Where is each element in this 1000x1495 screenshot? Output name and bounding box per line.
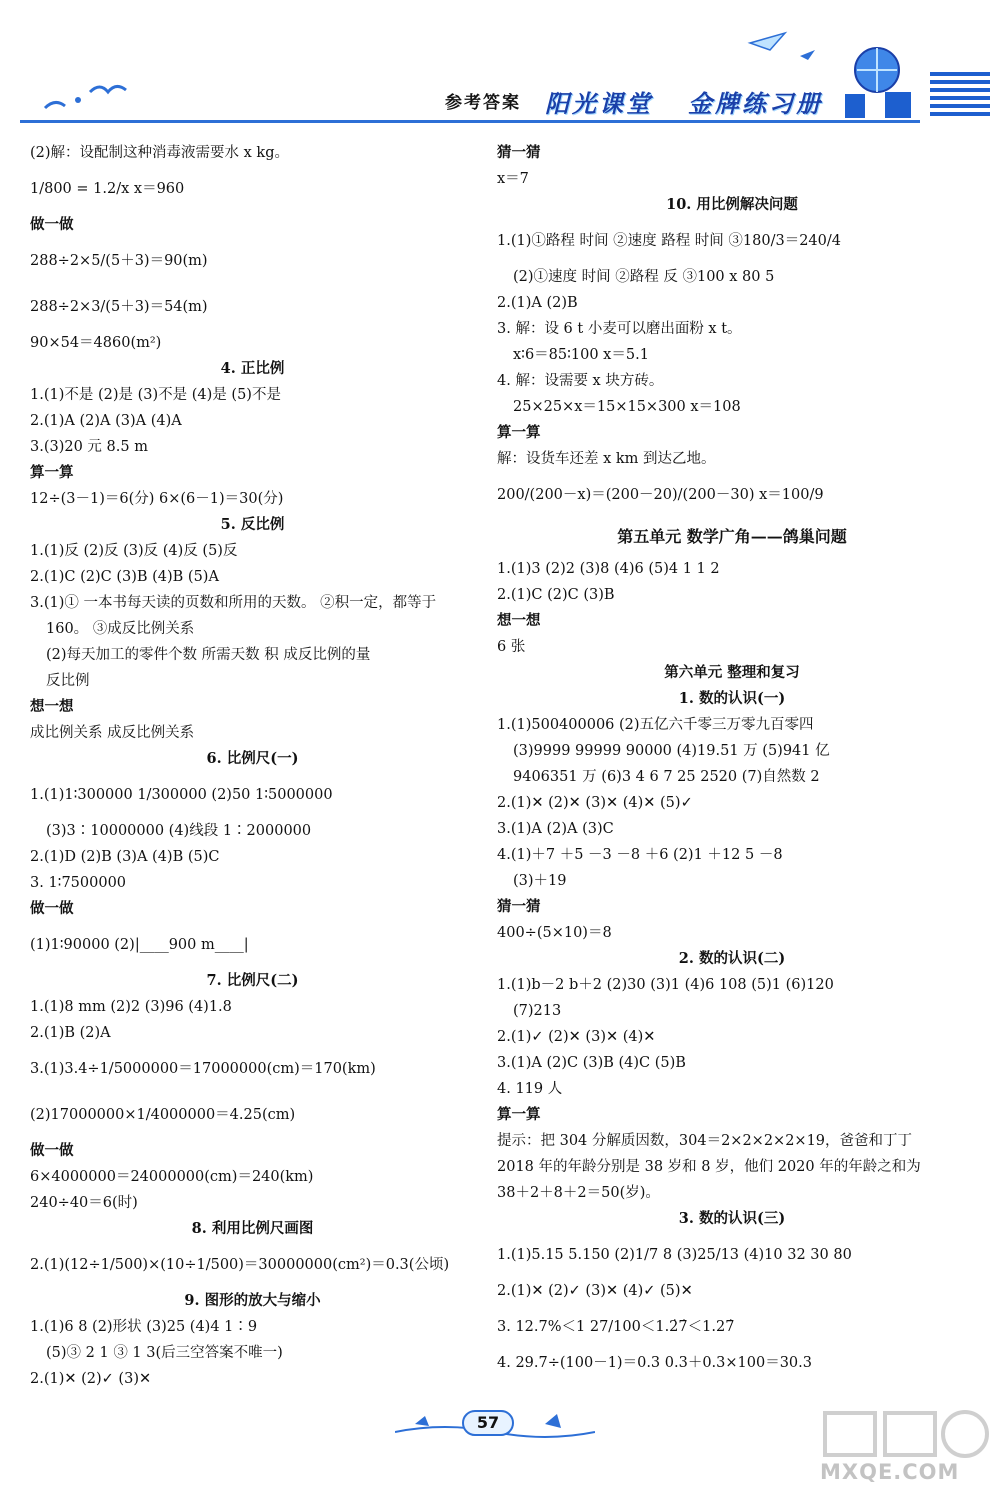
answer-line: 2.(1)✓ (2)✕ (3)✕ (4)✕	[497, 1029, 656, 1045]
answer-line: 1.(1)6 8 (2)形状 (3)25 (4)4 1∶9	[30, 1319, 258, 1335]
header-brand-part2: 金牌练习册	[688, 89, 823, 118]
answer-line: 提示：把 304 分解质因数，304＝2×2×2×2×19，爸爸和丁丁	[497, 1133, 913, 1149]
answer-line: 2018 年的年龄分别是 38 岁和 8 岁，他们 2020 年的年龄之和为	[497, 1159, 921, 1175]
header-brand-part1: 阳光课堂	[545, 89, 653, 118]
answer-line: 1/800 = 1.2/x x＝960	[30, 181, 185, 197]
answer-line: 4.(1)＋7 ＋5 －3 －8 ＋6 (2)1 ＋12 5 －8	[497, 847, 783, 863]
subsection-label: 想一想	[497, 612, 541, 629]
subsection-label: 算一算	[497, 1106, 541, 1123]
answer-column-right	[497, 140, 967, 1376]
watermark-logo-icon	[820, 1405, 995, 1460]
section-heading: 第六单元 整理和复习	[664, 664, 800, 681]
answer-line: 1.(1)3 (2)2 (3)8 (4)6 (5)4 1 1 2	[497, 561, 720, 577]
section-heading: 3. 数的认识(三)	[678, 1210, 786, 1227]
answer-line: 1.(1)500400006 (2)五亿六千零三万零九百零四	[497, 717, 814, 733]
answer-line: (1)1∶90000 (2)|____900 m____|	[30, 937, 249, 953]
answer-line: x∶6＝85∶100 x＝5.1	[513, 347, 649, 363]
answer-line: 1.(1)①路程 时间 ②速度 路程 时间 ③180/3＝240/4	[497, 233, 841, 249]
header-section-title: 参考答案	[445, 93, 521, 113]
answer-line: 2.(1)C (2)C (3)B (4)B (5)A	[30, 569, 219, 585]
subsection-label: 做一做	[30, 900, 74, 917]
answer-line: 2.(1)C (2)C (3)B	[497, 587, 615, 603]
paper-plane-icon	[745, 28, 825, 68]
answer-line: 2.(1)A (2)A (3)A (4)A	[30, 413, 182, 429]
answer-line: 4. 119 人	[497, 1081, 563, 1097]
section-heading: 10. 用比例解决问题	[666, 196, 798, 213]
answer-line: (3)9999 99999 90000 (4)19.51 万 (5)941 亿	[513, 743, 830, 759]
answer-line: 1.(1)8 mm (2)2 (3)96 (4)1.8	[30, 999, 232, 1015]
subsection-label: 猜一猜	[497, 898, 541, 915]
page-number: 57	[462, 1410, 514, 1436]
answer-line: 1.(1)1∶300000 1/300000 (2)50 1∶5000000	[30, 787, 333, 803]
answer-line: 6×4000000＝24000000(cm)＝240(km)	[30, 1169, 314, 1185]
answer-line: 2.(1)D (2)B (3)A (4)B (5)C	[30, 849, 220, 865]
answer-line: 3.(3)20 元 8.5 m	[30, 439, 148, 455]
answer-line: (3)＋19	[513, 873, 567, 889]
answer-line: 3.(1)A (2)C (3)B (4)C (5)B	[497, 1055, 686, 1071]
answer-line: x＝7	[497, 171, 529, 187]
answer-line: 288÷2×3/(5＋3)＝54(m)	[30, 299, 208, 315]
section-heading: 4. 正比例	[220, 360, 285, 377]
answer-line: 2.(1)✕ (2)✕ (3)✕ (4)✕ (5)✓	[497, 795, 693, 811]
subsection-label: 做一做	[30, 216, 74, 233]
watermark	[820, 1405, 995, 1490]
header-stripes-decoration	[930, 72, 990, 124]
answer-line: 3. 12.7%＜1 27/100＜1.2̇7̇＜1.27̇	[497, 1319, 735, 1335]
answer-line: 3.(1)A (2)A (3)C	[497, 821, 614, 837]
answer-line: (3)3∶10000000 (4)线段 1∶2000000	[46, 823, 312, 839]
answer-line: 3. 1∶7500000	[30, 875, 127, 891]
answer-line: (2)①速度 时间 ②路程 反 ③100 x 80 5	[513, 269, 775, 285]
answer-line: 反比例	[46, 673, 90, 689]
answer-line: 288÷2×5/(5＋3)＝90(m)	[30, 253, 208, 269]
answer-line: 3.(1)① 一本书每天读的页数和所用的天数。 ②积一定，都等于	[30, 595, 437, 611]
section-heading: 7. 比例尺(二)	[206, 972, 299, 989]
answer-line: 2.(1)B (2)A	[30, 1025, 111, 1041]
answer-line: (2)17000000×1/4000000＝4.25(cm)	[30, 1107, 296, 1123]
answer-line: 400÷(5×10)＝8	[497, 925, 612, 941]
answer-line: 160。 ③成反比例关系	[46, 621, 195, 637]
section-heading: 1. 数的认识(一)	[678, 690, 786, 707]
answer-line: 9406351 万 (6)3 4 6 7 25 2520 (7)自然数 2	[513, 769, 820, 785]
answer-line: 6 张	[497, 639, 526, 655]
subsection-label: 做一做	[30, 1142, 74, 1159]
answer-line: 3.(1)3.4÷1/5000000＝17000000(cm)＝170(km)	[30, 1061, 376, 1077]
answer-line: 成比例关系 成反比例关系	[30, 725, 195, 741]
answer-line: 90×54＝4860(m²)	[30, 335, 162, 351]
watermark-text: MXQE.COM	[820, 1460, 960, 1484]
answer-line: 1.(1)b－2 b＋2 (2)30 (3)1 (4)6 108 (5)1 (6)120	[497, 977, 834, 993]
answer-line: 1.(1)不是 (2)是 (3)不是 (4)是 (5)不是	[30, 387, 281, 403]
answer-line: 2.(1)A (2)B	[497, 295, 578, 311]
subsection-label: 猜一猜	[497, 144, 541, 161]
answer-line: 240÷40＝6(时)	[30, 1195, 138, 1211]
section-heading: 5. 反比例	[220, 516, 285, 533]
answer-line: 2.(1)✕ (2)✓ (3)✕ (4)✓ (5)✕	[497, 1283, 693, 1299]
header-rule	[20, 120, 920, 123]
answer-line: 38＋2＋8＋2＝50(岁)。	[497, 1185, 660, 1201]
answer-line: 200/(200－x)＝(200－20)/(200－30) x＝100/9	[497, 487, 824, 503]
section-heading: 8. 利用比例尺画图	[191, 1220, 314, 1237]
globe-student-icon	[835, 42, 925, 122]
subsection-label: 想一想	[30, 698, 74, 715]
subsection-label: 算一算	[30, 464, 74, 481]
answer-line: 2.(1)✕ (2)✓ (3)✕	[30, 1371, 152, 1387]
answer-line: 4. 解：设需要 x 块方砖。	[497, 373, 664, 389]
answer-line: (5)③ 2 1 ③ 1 3(后三空答案不唯一)	[46, 1345, 283, 1361]
answer-line: 12÷(3－1)＝6(分) 6×(6－1)＝30(分)	[30, 491, 284, 507]
answer-line: 1.(1)5.15 5.150 (2)1/7 8 (3)25/13 (4)10 32 30 80	[497, 1247, 852, 1263]
answer-line: 解：设货车还差 x km 到达乙地。	[497, 451, 716, 467]
section-heading: 第五单元 数学广角——鸽巢问题	[617, 527, 847, 546]
answer-line: 2.(1)(12÷1/500)×(10÷1/500)＝30000000(cm²)＝0.3(公顷)	[30, 1257, 450, 1273]
answer-line: 1.(1)反 (2)反 (3)反 (4)反 (5)反	[30, 543, 238, 559]
answer-line: (7)213	[513, 1003, 562, 1019]
answer-line: (2)每天加工的零件个数 所需天数 积 成反比例的量	[46, 647, 371, 663]
subsection-label: 算一算	[497, 424, 541, 441]
page-header	[0, 0, 1000, 140]
answer-column-left	[30, 140, 475, 1392]
answer-line: (2)解：设配制这种消毒液需要水 x kg。	[30, 145, 290, 161]
answer-line: 3. 解：设 6 t 小麦可以磨出面粉 x t。	[497, 321, 742, 337]
section-heading: 6. 比例尺(一)	[206, 750, 299, 767]
section-heading: 2. 数的认识(二)	[678, 950, 786, 967]
answer-line: 4. 29.7÷(100－1)＝0.3 0.3＋0.3×100＝30.3	[497, 1355, 812, 1371]
section-heading: 9. 图形的放大与缩小	[184, 1292, 321, 1309]
birds-decoration-icon	[30, 70, 160, 120]
answer-line: 25×25×x＝15×15×300 x＝108	[513, 399, 741, 415]
